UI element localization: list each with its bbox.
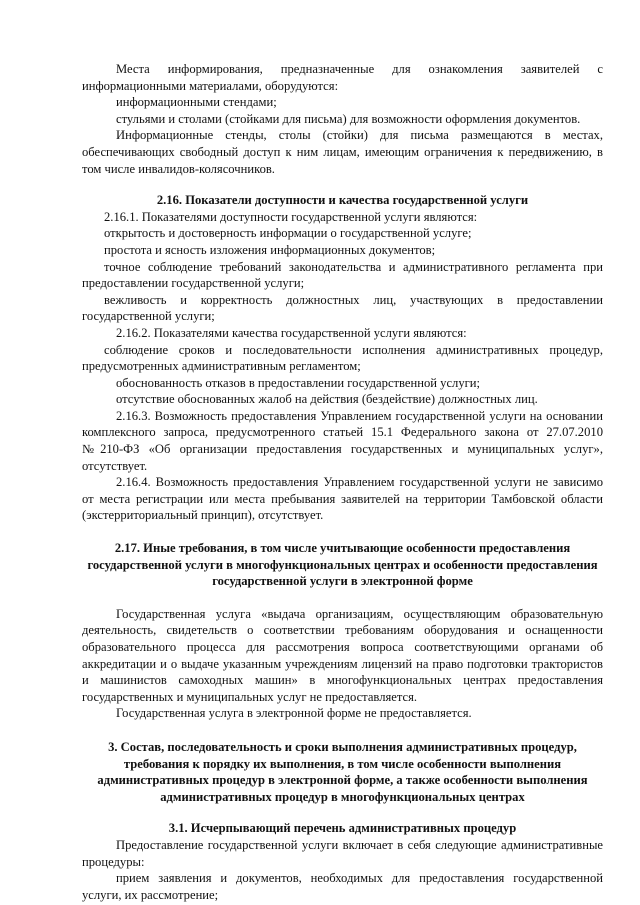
intro-paragraph: стульями и столами (стойками для письма) для возможности оформления документов. bbox=[116, 111, 581, 126]
section-paragraph: прием заявления и документов, необходимых для предоставления государственной услуги, их рассмотрение; bbox=[82, 871, 603, 902]
section-paragraph: 2.16.2. Показателями качества государственной услуги являются: bbox=[116, 325, 467, 340]
section-paragraph: вежливость и корректность должностных лиц, участвующих в предоставлении государственной услуги; bbox=[82, 292, 603, 324]
section-paragraph: Государственная услуга «выдача организациям, осуществляющим образовательную деятельность, свидетельств о соответствии требованиям оборудования и оснащенности образовательного процесса для рассмотрения вопроса соответствующими органами об аккредитации и о выдаче указанным учреждениям лицензий на право подготовки трактористов и машинистов самоходных машин» в многофункциональных центрах предоставления государственных и муниципальных услуг не предоставляется. bbox=[82, 606, 603, 704]
section-heading-2-17: 2.17. Иные требования, в том числе учитывающие особенности предоставления государственной услуги в многофункциональных центрах и особенности предоставления государственной услуги в электронной форме bbox=[87, 541, 598, 589]
section-paragraph: 2.16.1. Показателями доступности государственной услуги являются: bbox=[104, 209, 478, 224]
intro-paragraph: Информационные стенды, столы (стойки) для письма размещаются в местах, обеспечивающих свободный доступ к ним лицам, имеющим ограничения к передвижению, в том числе инвалидов-колясочников. bbox=[82, 128, 603, 176]
intro-paragraph: Места информирования, предназначенные для ознакомления заявителей с информационными материалами, оборудуются: bbox=[82, 62, 603, 93]
section-heading-3: 3. Состав, последовательность и сроки выполнения административных процедур, требования к порядку их выполнения, в том числе особенности выполнения административных процедур в электронной форме, а также особенности выполнения административных процедур в многофункциональных центрах bbox=[97, 739, 588, 804]
section-paragraph: соблюдение сроков и последовательности исполнения административных процедур, предусмотренных административным регламентом; bbox=[82, 342, 603, 374]
section-heading-3-1: 3.1. Исчерпывающий перечень административных процедур bbox=[168, 821, 517, 836]
section-paragraph: обоснованность отказов в предоставлении государственной услуги; bbox=[116, 375, 481, 390]
section-paragraph: отсутствие обоснованных жалоб на действия (бездействие) должностных лиц. bbox=[116, 392, 538, 407]
section-paragraph: точное соблюдение требований законодательства и административного регламента при предоставлении государственной услуги; bbox=[82, 259, 603, 291]
section-paragraph: 2.16.3. Возможность предоставления Управлением государственной услуги на основании комплексного запроса, предусмотренного статьей 15.1 Федерального закона от 27.07.2010 №210-ФЗ «Об организации предоставления государственных и муниципальных услуг», отсутствует. bbox=[82, 408, 603, 473]
section-paragraph: 2.16.4. Возможность предоставления Управлением государственной услуги не зависимо от места регистрации или места пребывания заявителей на территории Тамбовской области (экстерриториальный принцип), отсутствует. bbox=[82, 475, 603, 523]
section-paragraph: Предоставление государственной услуги включает в себя следующие административные процедуры: bbox=[82, 837, 603, 869]
section-paragraph: Государственная услуга в электронной форме не предоставляется. bbox=[116, 706, 472, 721]
section-heading-2-16: 2.16. Показатели доступности и качества государственной услуги bbox=[156, 193, 529, 208]
section-paragraph: простота и ясность изложения информационных документов; bbox=[104, 242, 436, 257]
section-paragraph: открытость и достоверность информации о государственной услуге; bbox=[104, 226, 472, 241]
intro-paragraph: информационными стендами; bbox=[116, 95, 277, 110]
